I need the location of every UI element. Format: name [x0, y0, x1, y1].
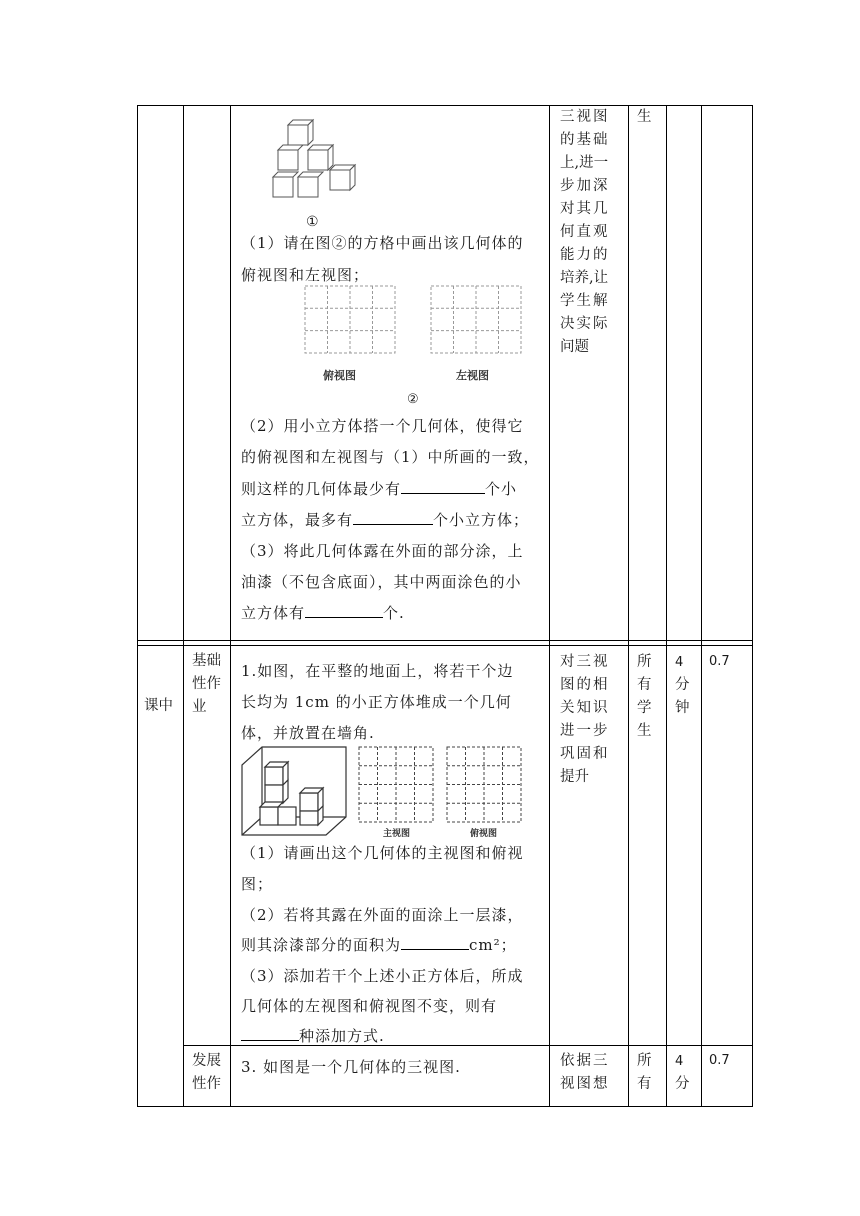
bottom-objective-line: 视图想	[560, 1076, 610, 1092]
bottom-difficulty: 0.7	[709, 1053, 730, 1068]
left-view-caption: 左视图	[456, 369, 489, 382]
top-q1-line1: （1）请在图②的方格中画出该几何体的	[241, 234, 524, 252]
middle-intro-line3: 体，并放置在墙角.	[241, 724, 375, 742]
bottom-time-line: 分	[675, 1076, 692, 1092]
front-view-grid	[358, 746, 434, 824]
answer-blank-two-faces[interactable]	[305, 601, 383, 618]
middle-q3-line1: （3）添加若干个上述小正方体后，所成	[241, 967, 524, 985]
top-q2-line3	[241, 474, 517, 504]
bottom-audience-line: 有	[637, 1076, 654, 1092]
middle-type-line: 基础	[192, 653, 221, 669]
middle-q2-line2-a: 则其涂漆部分的面积为	[241, 936, 402, 954]
figure-1-label: ①	[306, 214, 319, 230]
figure-2-label: ②	[407, 392, 419, 407]
top-objective-line: 的基础	[560, 132, 610, 148]
middle-objective-line: 进一步	[560, 723, 610, 739]
middle-type-line: 业	[192, 699, 207, 715]
top-objective-line: 决实际	[560, 316, 610, 332]
top-q2-line3-b: 个小	[485, 480, 518, 498]
top-q2-line2: 的俯视图和左视图与（1）中所画的一致，	[241, 448, 540, 466]
middle-q2-line1: （2）若将其露在外面的面涂上一层漆，	[241, 906, 524, 924]
bottom-type-line: 性作	[192, 1076, 221, 1092]
middle-objective-line: 巩固和	[560, 746, 610, 762]
middle-q3-line3	[241, 1021, 385, 1051]
middle-audience-line: 生	[637, 723, 654, 739]
top-objective-line: 对其几	[560, 201, 610, 217]
middle-q2-line2-b: cm²；	[469, 936, 517, 954]
bottom-objective-line: 依据三	[560, 1053, 610, 1069]
top-q1-line2: 俯视图和左视图；	[241, 266, 370, 284]
answer-blank-ways[interactable]	[241, 1024, 299, 1041]
stage-label: 课中	[144, 698, 173, 714]
top-objective-line: 步加深	[560, 178, 610, 194]
top-objective-line: 培养,让	[560, 270, 609, 286]
corner-cube-figure	[240, 745, 348, 839]
top-q3-line2: 油漆（不包含底面），其中两面涂色的小	[241, 573, 522, 591]
top-audience: 生	[637, 109, 654, 125]
front-view-caption: 主视图	[383, 829, 411, 839]
middle-objective-line: 关知识	[560, 700, 610, 716]
top-q3-line3-b: 个.	[383, 604, 405, 622]
top-q2-line4-a: 立方体，最多有	[241, 511, 354, 529]
left-view-grid	[430, 285, 522, 355]
top-objective-line: 上,进一	[560, 155, 609, 171]
middle-time-line: 4	[675, 655, 684, 670]
middle-audience-line: 有	[637, 677, 654, 693]
middle-difficulty: 0.7	[709, 654, 730, 669]
middle-type-line: 性作	[192, 676, 221, 692]
bottom-audience-line: 所	[637, 1053, 654, 1069]
middle-q1-line2: 图；	[241, 875, 274, 893]
top-objective-line: 问题	[560, 339, 589, 355]
middle-top-view-caption: 俯视图	[470, 829, 498, 839]
middle-objective-line: 图的相	[560, 677, 610, 693]
answer-blank-min[interactable]	[401, 477, 485, 494]
top-objective-line: 学生解	[560, 293, 610, 309]
top-objective-line: 能力的	[560, 247, 610, 263]
middle-intro-line1: 1.如图，在平整的地面上，将若干个边	[241, 662, 514, 680]
middle-objective-line: 提升	[560, 769, 589, 785]
top-q3-line3	[241, 598, 405, 628]
bottom-type-line: 发展	[192, 1053, 221, 1069]
cube-stack-figure-1	[268, 115, 368, 205]
top-objective-line: 何直观	[560, 224, 610, 240]
top-objective-line: 三视图	[560, 109, 610, 125]
middle-audience-line: 学	[637, 700, 654, 716]
top-view-caption: 俯视图	[323, 369, 356, 382]
middle-top-view-grid	[446, 746, 522, 824]
middle-q3-line3-b: 种添加方式.	[299, 1027, 385, 1045]
middle-time-line: 钟	[675, 700, 692, 716]
middle-q1-line1: （1）请画出这个几何体的主视图和俯视	[241, 844, 524, 862]
bottom-question: 3. 如图是一个几何体的三视图.	[241, 1058, 461, 1076]
top-view-grid	[304, 285, 396, 355]
top-q3-line3-a: 立方体有	[241, 604, 306, 622]
middle-q2-line2	[241, 930, 517, 960]
middle-time-line: 分	[675, 677, 692, 693]
middle-objective-line: 对三视	[560, 654, 610, 670]
middle-intro-line2: 长均为 1cm 的小正方体堆成一个几何	[241, 693, 512, 711]
top-q2-line3-a: 则这样的几何体最少有	[241, 480, 402, 498]
top-q2-line1: （2）用小立方体搭一个几何体，使得它	[241, 417, 524, 435]
top-q2-line4-b: 个小立方体；	[433, 511, 530, 529]
top-q2-line4	[241, 505, 529, 535]
answer-blank-max[interactable]	[353, 508, 433, 525]
middle-q3-line2: 几何体的左视图和俯视图不变，则有	[241, 997, 498, 1015]
bottom-time-line: 4	[675, 1054, 684, 1069]
top-q3-line1: （3）将此几何体露在外面的部分涂，上	[241, 542, 524, 560]
answer-blank-area[interactable]	[401, 933, 469, 950]
middle-audience-line: 所	[637, 654, 654, 670]
